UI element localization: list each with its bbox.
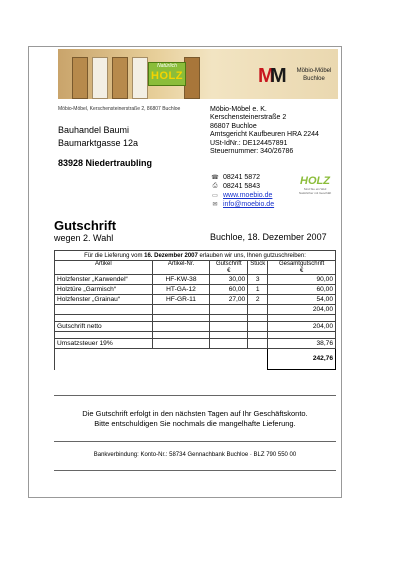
company-court: Amtsgericht Kaufbeuren HRA 2244 <box>210 131 319 139</box>
recipient-city: 83928 Niedertraubling <box>58 158 153 168</box>
holz-logo-text: HOLZ <box>151 70 183 82</box>
door-image <box>72 57 88 99</box>
recipient-street: Baumarktgasse 12a <box>58 138 139 148</box>
credit-table <box>54 250 336 370</box>
header-stueck: Stück <box>248 261 268 275</box>
company-city: 86807 Buchloe <box>210 122 257 130</box>
fax-icon: ⎙ <box>212 183 218 189</box>
holz-logo <box>148 62 186 86</box>
subtotal-row <box>55 305 336 315</box>
netto-label: Gutschrift netto <box>55 322 153 332</box>
company-tax: Steuernummer: 340/26786 <box>210 148 294 156</box>
window-image <box>92 57 108 99</box>
holz-logo-small-text: Natürlich <box>157 63 177 69</box>
company-ust: USt-IdNr.: DE124457891 <box>210 139 288 147</box>
total-value: 242,76 <box>268 349 336 370</box>
tax-value: 38,76 <box>268 339 336 349</box>
header-gesamt: Gesamtgutschrift € <box>268 261 336 275</box>
holz-badge-text: HOLZ <box>300 175 330 187</box>
footer-line1: Die Gutschrift erfolgt in den nächsten Tagen auf Ihr Geschäftskonto. <box>82 409 308 418</box>
phone-icon: ☎ <box>211 175 219 181</box>
moebio-name-line1: Möbio-Möbel <box>296 68 332 74</box>
table-row: Holztüre „Garmisch“ HT-GA-12 60,00 1 60,00 <box>55 285 336 295</box>
holz-badge-tagline: Sind Sie ein Weil <box>303 187 327 191</box>
computer-icon: ▭ <box>212 193 218 199</box>
moebio-logo-m-black: M <box>270 65 287 87</box>
contact-web[interactable] <box>210 191 274 200</box>
tax-row <box>55 339 336 349</box>
company-name: Möbio-Möbel e. K. <box>210 106 267 113</box>
netto-row <box>55 322 336 332</box>
total-row <box>55 349 336 370</box>
contact-email[interactable] <box>210 200 274 209</box>
header-artikel-nr: Artikel-Nr. <box>152 261 210 275</box>
window-image <box>132 57 148 99</box>
subtotal-value: 204,00 <box>268 305 336 315</box>
email-link[interactable]: info@moebio.de <box>223 201 275 208</box>
divider <box>54 470 336 471</box>
recipient-name: Bauhandel Baumi <box>58 125 130 135</box>
document-subtitle: wegen 2. Wahl <box>54 233 114 243</box>
spacer-row <box>55 332 336 339</box>
divider <box>54 395 336 396</box>
footer-message <box>54 409 336 429</box>
table-intro-row <box>55 251 336 261</box>
table-row: Holzfenster „Karwendel“ HF-KW-38 30,00 3 90,00 <box>55 275 336 285</box>
holz-badge-tagline2: Natürlicher mit Geschäft <box>298 191 332 195</box>
door-image <box>184 57 200 99</box>
table-header-row <box>55 261 336 275</box>
header-gutschrift: Gutschrift € <box>210 261 248 275</box>
holz-badge <box>296 175 334 205</box>
moebio-logo-name <box>289 67 339 83</box>
company-info <box>210 106 319 156</box>
tax-label: Umsatzsteuer 19% <box>55 339 153 349</box>
company-street: Kerschensteinerstraße 2 <box>210 114 287 122</box>
moebio-logo-m-red: M <box>258 65 275 87</box>
divider <box>54 441 336 442</box>
footer-line2: Bitte entschuldigen Sie nochmals die mangelhafte Lieferung. <box>94 419 296 428</box>
moebio-logo <box>258 66 288 86</box>
website-link[interactable]: www.moebio.de <box>223 192 273 199</box>
table-intro: Für die Lieferung vom 16. Dezember 2007 erlauben wir uns, Ihnen gutzuschreiben: <box>55 251 336 261</box>
mail-icon: ✉ <box>212 202 218 208</box>
table-row: Holzfenster „Grainau“ HF-GR-11 27,00 2 54,00 <box>55 295 336 305</box>
delivery-date: 16. Dezember 2007 <box>144 252 198 259</box>
document-date: Buchloe, 18. Dezember 2007 <box>210 232 327 242</box>
sender-line: Möbio-Möbel, Kerschensteinerstraße 2, 86807 Buchloe <box>58 106 181 112</box>
moebio-name-line2: Buchloe <box>303 76 325 82</box>
spacer-row <box>55 315 336 322</box>
recipient-address <box>58 125 152 169</box>
contact-phone: ☎ 08241 5872 <box>211 174 260 181</box>
bank-details: Bankverbindung: Konto-Nr.: 58734 Gennachbank Buchloe · BLZ 790 550 00 <box>93 452 297 458</box>
header-artikel: Artikel <box>55 261 153 275</box>
door-image <box>112 57 128 99</box>
contact-fax: ⎙ 08241 5843 <box>210 182 274 191</box>
document-title: Gutschrift <box>54 218 117 233</box>
netto-value: 204,00 <box>268 322 336 332</box>
contact-info <box>210 173 274 209</box>
